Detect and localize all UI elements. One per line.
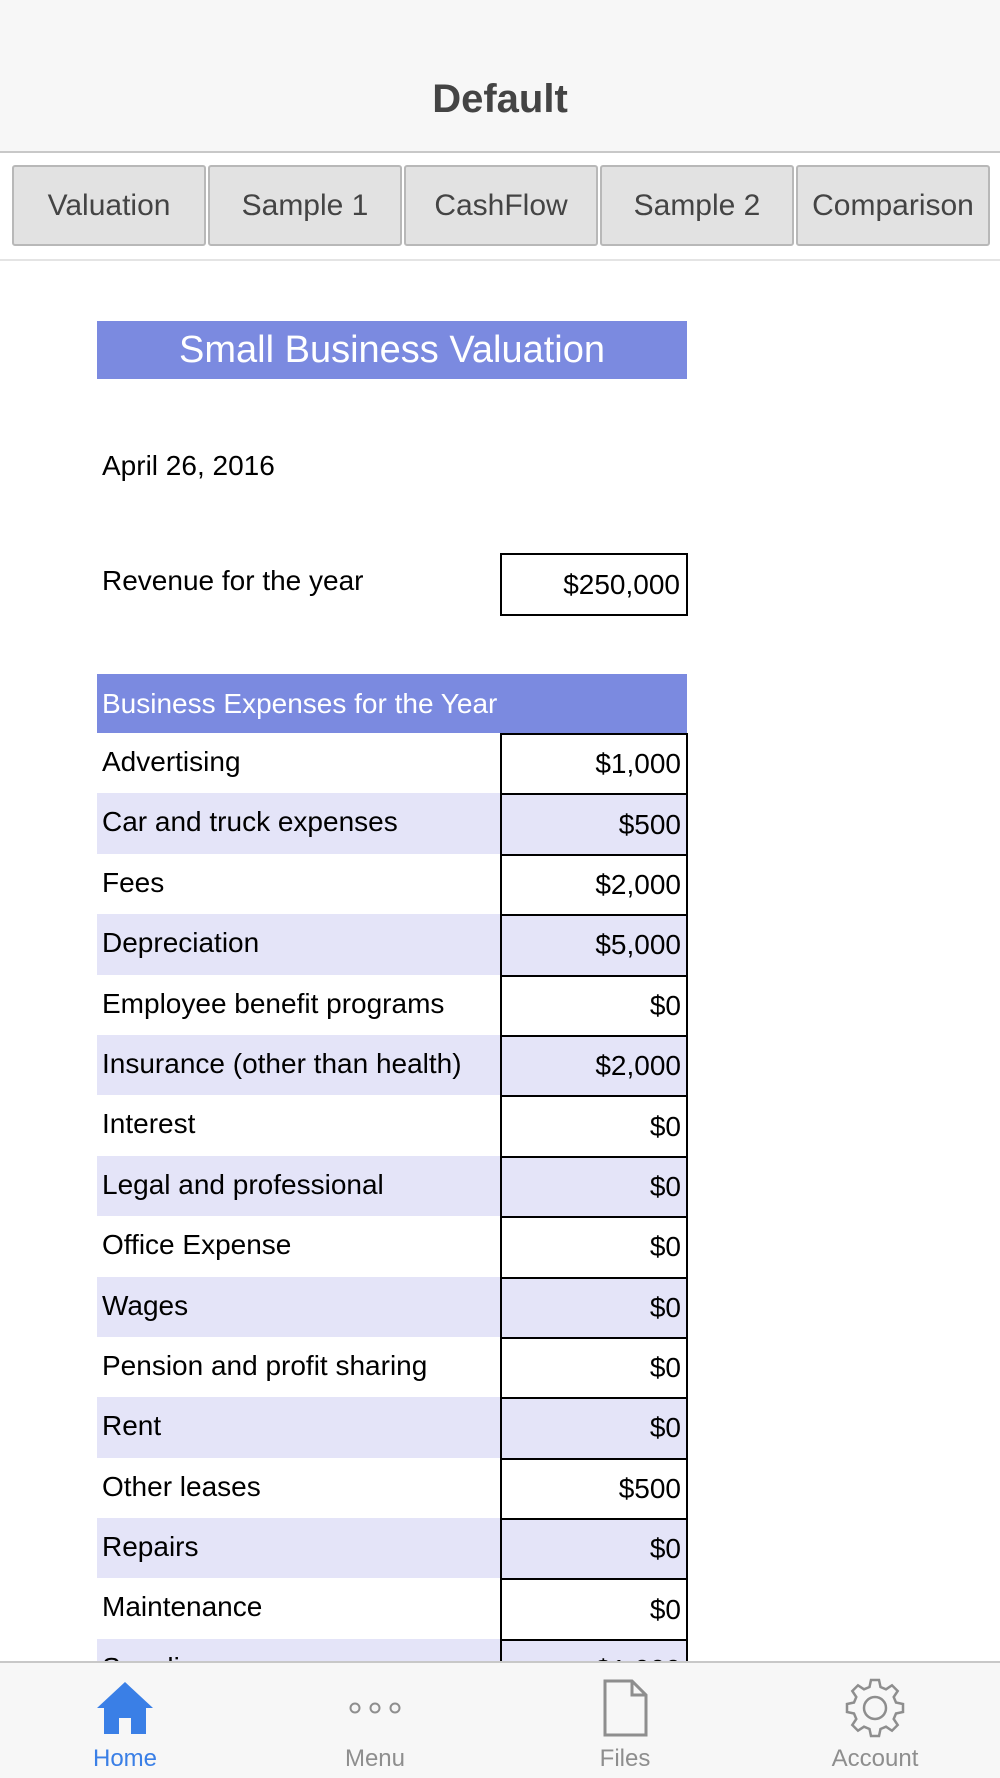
expense-row [97,793,688,853]
more-icon [340,1675,410,1741]
expense-row [97,1337,688,1397]
spreadsheet-content[interactable] [0,263,1000,1661]
expense-value-input[interactable]: $1,000 [500,733,688,795]
nav-files[interactable] [500,1663,750,1778]
expense-value-input[interactable]: $500 [500,793,688,855]
expense-label: Office Expense [102,1229,292,1261]
expense-value-input[interactable]: $0 [500,1095,688,1157]
expense-label: Repairs [97,1518,500,1578]
nav-menu[interactable] [250,1663,500,1778]
gear-icon [840,1675,910,1741]
expense-row [97,1518,688,1578]
date-cell[interactable]: April 26, 2016 [102,450,275,481]
expense-row [97,1216,688,1276]
expense-value-input[interactable]: $500 [500,1458,688,1520]
tab-comparison[interactable]: Comparison [796,165,990,246]
revenue-label: Revenue for the year [102,565,364,596]
expense-label: Rent [97,1397,500,1457]
tab-valuation[interactable]: Valuation [12,165,206,246]
tab-cashflow[interactable]: CashFlow [404,165,598,246]
expense-row [97,1277,688,1337]
tab-sample-1[interactable]: Sample 1 [208,165,402,246]
nav-menu-label: Menu [344,1745,406,1772]
expense-label: Interest [102,1108,196,1140]
expense-row [97,1458,688,1518]
revenue-input[interactable]: $250,000 [500,553,688,616]
expense-value-input[interactable]: $0 [500,1216,688,1278]
expense-value-input[interactable]: $0 [500,1277,688,1339]
expense-label: Depreciation [97,914,500,974]
expense-label: Fees [102,866,165,898]
expense-value-input[interactable]: $0 [500,1156,688,1218]
expense-value-input[interactable]: $5,000 [500,914,688,976]
expense-label: Employee benefit programs [102,987,445,1019]
nav-files-label: Files [599,1745,651,1772]
home-icon [90,1675,160,1741]
file-icon [590,1675,660,1741]
expense-row [97,975,688,1035]
expense-row [97,914,688,974]
nav-account-label: Account [831,1745,919,1772]
expense-value-input[interactable]: $0 [500,1397,688,1459]
expense-label: Pension and profit sharing [102,1349,428,1381]
expense-value-input[interactable]: $0 [500,975,688,1037]
expense-row [97,1156,688,1216]
expenses-table [97,674,688,1699]
app-header [0,0,1000,153]
expense-row [97,1578,688,1638]
expense-label: Wages [97,1277,500,1337]
sheet-tab-bar [0,155,1000,261]
expense-label: Legal and professional [97,1156,500,1216]
expense-label: Insurance (other than health) [97,1035,500,1095]
expense-row [97,1035,688,1095]
tab-sample-2[interactable]: Sample 2 [600,165,794,246]
expense-row [97,1397,688,1457]
page-title: Default [432,77,568,121]
expense-row [97,1095,688,1155]
expense-label: Advertising [102,746,241,777]
nav-home[interactable] [0,1663,250,1778]
sheet-banner: Small Business Valuation [97,321,687,379]
expense-value-input[interactable]: $2,000 [500,1035,688,1097]
bottom-tab-bar [0,1661,1000,1778]
expense-row [97,733,688,793]
expense-value-input[interactable]: $0 [500,1337,688,1399]
expense-label: Maintenance [102,1591,263,1623]
nav-account[interactable] [750,1663,1000,1778]
expense-label: Car and truck expenses [97,793,500,853]
expense-label: Other leases [102,1470,261,1502]
expense-value-input[interactable]: $2,000 [500,854,688,916]
expense-row [97,854,688,914]
nav-home-label: Home [92,1745,158,1772]
expense-value-input[interactable]: $0 [500,1518,688,1580]
expenses-header: Business Expenses for the Year [97,674,687,733]
expense-value-input[interactable]: $0 [500,1578,688,1640]
